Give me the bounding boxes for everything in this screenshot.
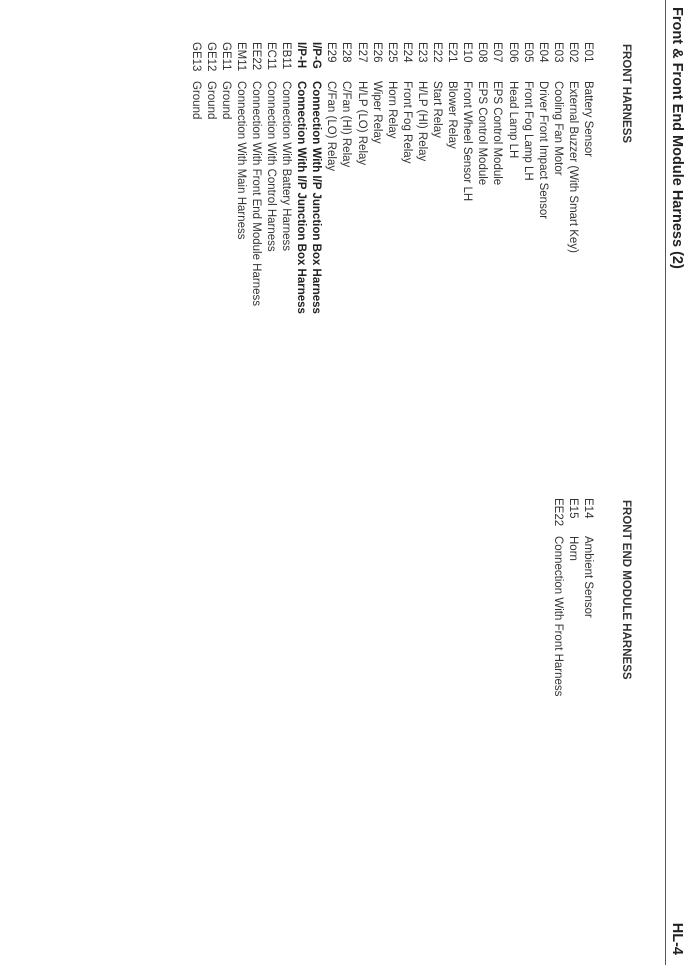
- connector-code: E10: [461, 42, 474, 63]
- connector-code: I/P-G: [310, 42, 323, 69]
- connector-description: Driver Front Impact Sensor: [536, 81, 549, 220]
- connector-description: Ambient Sensor: [582, 536, 594, 618]
- connector-description: Start Relay: [431, 81, 444, 138]
- connector-description: Ground: [219, 81, 232, 120]
- page-number: HL-4: [669, 922, 685, 955]
- connector-row: [293, 42, 308, 314]
- connector-row: [489, 42, 504, 314]
- connector-code: E03: [551, 42, 564, 63]
- connector-description: Connection With Main Harness: [234, 81, 247, 240]
- connector-code: EE22: [249, 42, 262, 71]
- connector-code: EM11: [234, 42, 247, 72]
- connector-description: External Buzzer (With Smart Key): [566, 81, 579, 253]
- connector-row: [323, 42, 338, 314]
- connector-description: Ground: [189, 81, 202, 120]
- connector-description: EPS Control Module: [491, 81, 504, 186]
- connector-row: [354, 42, 369, 314]
- connector-code: EB11: [280, 42, 293, 70]
- connector-row: [248, 42, 263, 314]
- connector-code: E22: [431, 42, 444, 63]
- front-harness-heading: FRONT HARNESS: [620, 44, 632, 144]
- connector-row: [218, 42, 233, 314]
- connector-row: [580, 42, 595, 314]
- connector-row: [429, 42, 444, 314]
- connector-row: [520, 42, 535, 314]
- connector-code: E02: [566, 42, 579, 63]
- connector-row: [369, 42, 384, 314]
- front-harness-list: [187, 42, 595, 314]
- connector-row: [550, 498, 565, 696]
- connector-row: [203, 42, 218, 314]
- connector-code: E27: [355, 42, 368, 63]
- connector-description: H/LP (LO) Relay: [355, 81, 368, 166]
- connector-description: H/LP (HI) Relay: [415, 81, 428, 162]
- connector-description: C/Fan (HI) Relay: [340, 81, 353, 168]
- connector-code: E28: [340, 42, 353, 63]
- connector-row: [444, 42, 459, 314]
- connector-row: [504, 42, 519, 314]
- connector-code: E25: [385, 42, 398, 63]
- connector-row: [233, 42, 248, 314]
- connector-description: Front Wheel Sensor LH: [461, 81, 474, 202]
- connector-code: GE11: [219, 42, 232, 71]
- connector-row: [550, 42, 565, 314]
- front-end-module-harness-list: [550, 498, 595, 696]
- header-divider: [665, 0, 666, 965]
- connector-description: Horn Relay: [385, 81, 398, 139]
- connector-description: Connection With Front End Module Harness: [249, 81, 262, 306]
- connector-row: [565, 42, 580, 314]
- connector-description: Wiper Relay: [370, 81, 383, 144]
- connector-code: E14: [582, 498, 594, 519]
- connector-row: [399, 42, 414, 314]
- connector-description: Head Lamp LH: [506, 81, 519, 159]
- connector-row: [474, 42, 489, 314]
- connector-description: Connection With Front Harness: [551, 536, 564, 697]
- connector-description: C/Fan (LO) Relay: [325, 81, 338, 172]
- page-title: Front & Front End Module Harness (2): [669, 7, 685, 269]
- connector-code: EE22: [551, 498, 564, 527]
- connector-description: Ground: [204, 81, 217, 120]
- connector-row: [384, 42, 399, 314]
- front-end-module-harness-heading: FRONT END MODULE HARNESS: [620, 500, 632, 680]
- connector-code: GE12: [204, 42, 217, 72]
- connector-row: [263, 42, 278, 314]
- connector-description: Connection With Battery Harness: [280, 81, 293, 252]
- connector-code: E01: [582, 42, 594, 63]
- connector-code: E05: [521, 42, 534, 63]
- connector-row: [535, 42, 550, 314]
- connector-row: [565, 498, 580, 696]
- connector-code: E21: [446, 42, 459, 63]
- connector-code: I/P-H: [295, 42, 308, 69]
- connector-description: Front Fog Lamp LH: [521, 81, 534, 181]
- connector-description: Connection With I/P Junction Box Harness: [295, 81, 308, 314]
- connector-description: Horn: [566, 536, 579, 561]
- connector-description: EPS Control Module: [476, 81, 489, 186]
- connector-row: [187, 42, 202, 314]
- connector-description: Front Fog Relay: [400, 81, 413, 164]
- connector-row: [414, 42, 429, 314]
- connector-row: [459, 42, 474, 314]
- connector-code: E04: [536, 42, 549, 63]
- connector-code: E07: [491, 42, 504, 63]
- connector-row: [308, 42, 323, 314]
- connector-row: [580, 498, 595, 696]
- connector-code: E23: [415, 42, 428, 63]
- connector-code: EC11: [265, 42, 278, 70]
- connector-code: E29: [325, 42, 338, 63]
- connector-code: E15: [566, 498, 579, 519]
- connector-description: Connection With Control Harness: [265, 81, 278, 252]
- connector-code: GE13: [189, 42, 202, 72]
- connector-code: E26: [370, 42, 383, 63]
- connector-row: [338, 42, 353, 314]
- connector-code: E06: [506, 42, 519, 63]
- connector-row: [278, 42, 293, 314]
- connector-description: Blower Relay: [446, 81, 459, 149]
- connector-code: E24: [400, 42, 413, 63]
- connector-description: Battery Sensor: [582, 81, 594, 158]
- connector-description: Cooling Fan Motor: [551, 81, 564, 176]
- connector-code: E08: [476, 42, 489, 63]
- connector-description: Connection With I/P Junction Box Harness: [310, 81, 323, 314]
